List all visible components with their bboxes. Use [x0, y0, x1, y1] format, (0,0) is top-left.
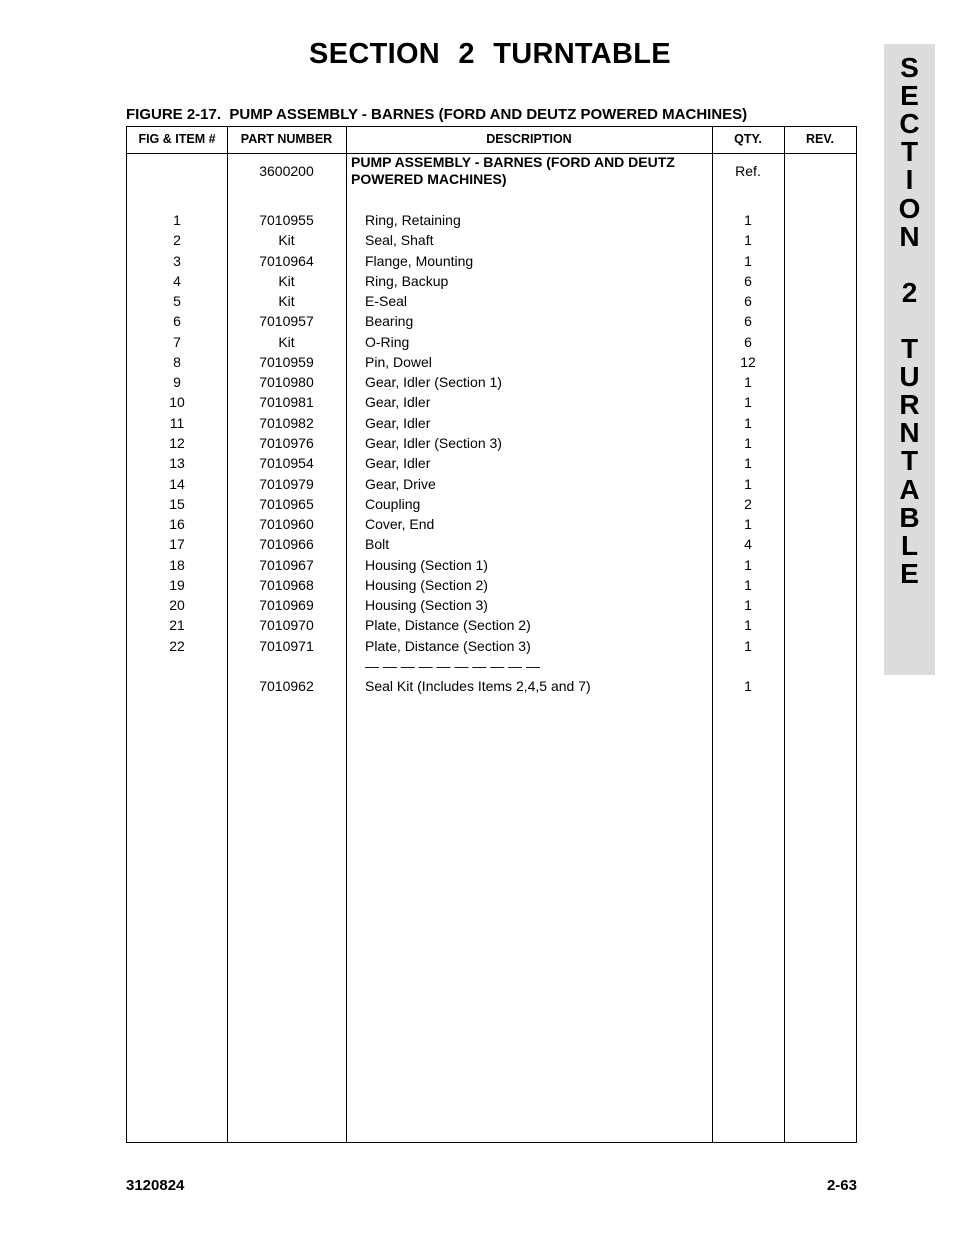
item-number: 12 — [169, 434, 185, 451]
item-number: 5 — [173, 293, 181, 310]
table-row — [127, 494, 856, 514]
description: Plate, Distance (Section 2) — [365, 617, 531, 634]
quantity: 1 — [744, 678, 752, 695]
description: Plate, Distance (Section 3) — [365, 637, 531, 654]
quantity: 12 — [740, 353, 756, 370]
description: Housing (Section 2) — [365, 576, 488, 593]
part-number: 7010968 — [259, 576, 314, 593]
quantity: 2 — [744, 495, 752, 512]
item-number: 20 — [169, 597, 185, 614]
side-tab-letter: O — [898, 192, 921, 224]
part-number: 7010955 — [259, 212, 314, 228]
item-number: 14 — [169, 475, 185, 492]
table-row — [127, 311, 856, 331]
table-row — [127, 291, 856, 311]
quantity: 6 — [744, 293, 752, 310]
item-number: 6 — [173, 313, 181, 330]
column-header-part-number: PART NUMBER — [240, 132, 333, 146]
side-tab-letter: U — [899, 361, 920, 393]
table-row — [127, 555, 856, 575]
item-number: 9 — [173, 374, 181, 391]
part-number: 7010971 — [259, 637, 314, 654]
quantity: 1 — [744, 374, 752, 391]
table-row — [127, 534, 856, 554]
part-number: 7010966 — [259, 536, 314, 553]
assembly-description-line: PUMP ASSEMBLY - BARNES (FORD AND DEUTZ — [351, 154, 675, 170]
part-number: 7010959 — [259, 353, 314, 370]
description: Cover, End — [365, 516, 435, 533]
quantity: 1 — [744, 597, 752, 614]
description: Gear, Idler (Section 1) — [365, 374, 502, 391]
column-header-fig-item: FIG & ITEM # — [138, 132, 216, 146]
table-row — [127, 230, 856, 250]
item-number: 18 — [169, 556, 185, 573]
table-row — [127, 453, 856, 473]
item-number: 13 — [169, 455, 185, 472]
item-number: 17 — [169, 536, 185, 553]
side-tab-letter: T — [900, 333, 919, 364]
item-number: 1 — [173, 212, 181, 228]
page-number: 2-63 — [826, 1177, 857, 1194]
column-header-description: DESCRIPTION — [486, 132, 572, 146]
side-tab-letter: T — [900, 136, 919, 168]
description: — — — — — — — — — — — [365, 657, 541, 674]
table-row — [127, 352, 856, 372]
part-number: 7010957 — [259, 313, 314, 330]
table-row — [127, 271, 856, 291]
side-tab-letter: R — [899, 389, 920, 421]
quantity: 1 — [744, 556, 752, 573]
side-tab-letter: E — [900, 80, 919, 112]
item-number: 8 — [173, 353, 181, 370]
side-tab-letter: T — [900, 445, 919, 477]
part-number: 7010962 — [259, 678, 314, 695]
quantity: 6 — [744, 313, 752, 330]
part-number: 7010982 — [259, 414, 314, 431]
description: Gear, Drive — [365, 475, 436, 492]
quantity: 1 — [744, 434, 752, 451]
quantity: 1 — [744, 212, 752, 228]
description: Gear, Idler (Section 3) — [365, 434, 502, 451]
document-number: 3120824 — [126, 1177, 185, 1194]
description: Ring, Retaining — [365, 212, 461, 228]
assembly-description — [351, 154, 701, 188]
part-number: Kit — [278, 272, 295, 289]
table-row — [127, 332, 856, 352]
quantity: 1 — [744, 475, 752, 492]
item-number: 11 — [169, 414, 185, 431]
table-row — [127, 413, 856, 433]
side-tab-letter: N — [899, 220, 920, 252]
quantity: 1 — [744, 637, 752, 654]
quantity: 1 — [744, 414, 752, 431]
item-number: 3 — [173, 252, 181, 269]
assembly-qty: Ref. — [735, 163, 761, 179]
description: Gear, Idler — [365, 394, 431, 411]
quantity: 1 — [744, 455, 752, 472]
part-number: 7010981 — [259, 394, 314, 411]
side-tab-letter: C — [899, 108, 920, 140]
quantity: 1 — [744, 394, 752, 411]
item-number: 7 — [173, 333, 181, 350]
quantity: 1 — [744, 576, 752, 593]
side-tab-letter: B — [899, 501, 920, 533]
quantity: 1 — [744, 252, 752, 269]
description: E-Seal — [365, 293, 408, 310]
side-tab-letter: L — [900, 529, 919, 561]
item-number: 21 — [169, 617, 185, 634]
quantity: 6 — [744, 333, 752, 350]
description: Bearing — [365, 313, 414, 330]
side-tab-letter: N — [899, 417, 920, 449]
item-number: 4 — [173, 272, 181, 289]
description: Ring, Backup — [365, 272, 449, 289]
part-number: Kit — [278, 232, 295, 249]
table-row — [127, 656, 856, 676]
part-number: Kit — [278, 333, 295, 350]
assembly-part-number: 3600200 — [259, 163, 314, 179]
description: Seal Kit (Includes Items 2,4,5 and 7) — [365, 678, 591, 695]
table-row — [127, 210, 856, 230]
parts-table — [126, 126, 857, 1143]
side-tab-letter: 2 — [901, 276, 918, 308]
description: O-Ring — [365, 333, 410, 350]
description: Gear, Idler — [365, 414, 431, 431]
part-number: 7010979 — [259, 475, 314, 492]
part-number: 7010980 — [259, 374, 314, 391]
description: Pin, Dowel — [365, 353, 432, 370]
column-header-rev: REV. — [805, 132, 835, 146]
description: Coupling — [365, 495, 421, 512]
item-number: 19 — [169, 576, 185, 593]
table-row — [127, 514, 856, 534]
item-number: 15 — [169, 495, 185, 512]
item-number: 2 — [173, 232, 181, 249]
item-number: 10 — [169, 394, 185, 411]
item-number: 22 — [169, 637, 185, 654]
side-tab-letter: I — [905, 164, 914, 196]
quantity: 1 — [744, 232, 752, 249]
part-number: 7010954 — [259, 455, 314, 472]
part-number: 7010970 — [259, 617, 314, 634]
table-row — [127, 251, 856, 271]
part-number: 7010965 — [259, 495, 314, 512]
item-number: 16 — [169, 516, 185, 533]
quantity: 6 — [744, 272, 752, 289]
table-row — [127, 615, 856, 635]
quantity: 4 — [744, 536, 752, 553]
description: Gear, Idler — [365, 455, 431, 472]
table-row — [127, 636, 856, 656]
description: Housing (Section 3) — [365, 597, 488, 614]
part-number: 7010960 — [259, 516, 314, 533]
part-number: 7010967 — [259, 556, 314, 573]
assembly-description-line: POWERED MACHINES) — [351, 171, 507, 187]
section-side-tab — [884, 44, 935, 675]
part-number: 7010976 — [259, 434, 314, 451]
table-row — [127, 676, 856, 696]
table-row — [127, 372, 856, 392]
side-tab-letter: E — [900, 557, 919, 589]
description: Bolt — [365, 536, 390, 553]
table-row — [127, 595, 856, 615]
figure-title: FIGURE 2-17. PUMP ASSEMBLY - BARNES (FORD AND DEUTZ POWERED MACHINES) — [126, 106, 748, 123]
column-header-qty: QTY. — [734, 132, 762, 146]
description: Flange, Mounting — [365, 252, 474, 269]
part-number: 7010969 — [259, 597, 314, 614]
description: Housing (Section 1) — [365, 556, 488, 573]
part-number: 7010964 — [259, 252, 314, 269]
side-tab-letter: A — [899, 473, 920, 505]
table-row — [127, 392, 856, 412]
table-row — [127, 474, 856, 494]
description: Seal, Shaft — [365, 232, 434, 249]
quantity: 1 — [744, 617, 752, 634]
table-row — [127, 575, 856, 595]
section-title: SECTION 2 TURNTABLE — [309, 38, 671, 70]
side-tab-letter: S — [900, 52, 919, 83]
part-number: Kit — [278, 293, 295, 310]
quantity: 1 — [744, 516, 752, 533]
table-row — [127, 433, 856, 453]
